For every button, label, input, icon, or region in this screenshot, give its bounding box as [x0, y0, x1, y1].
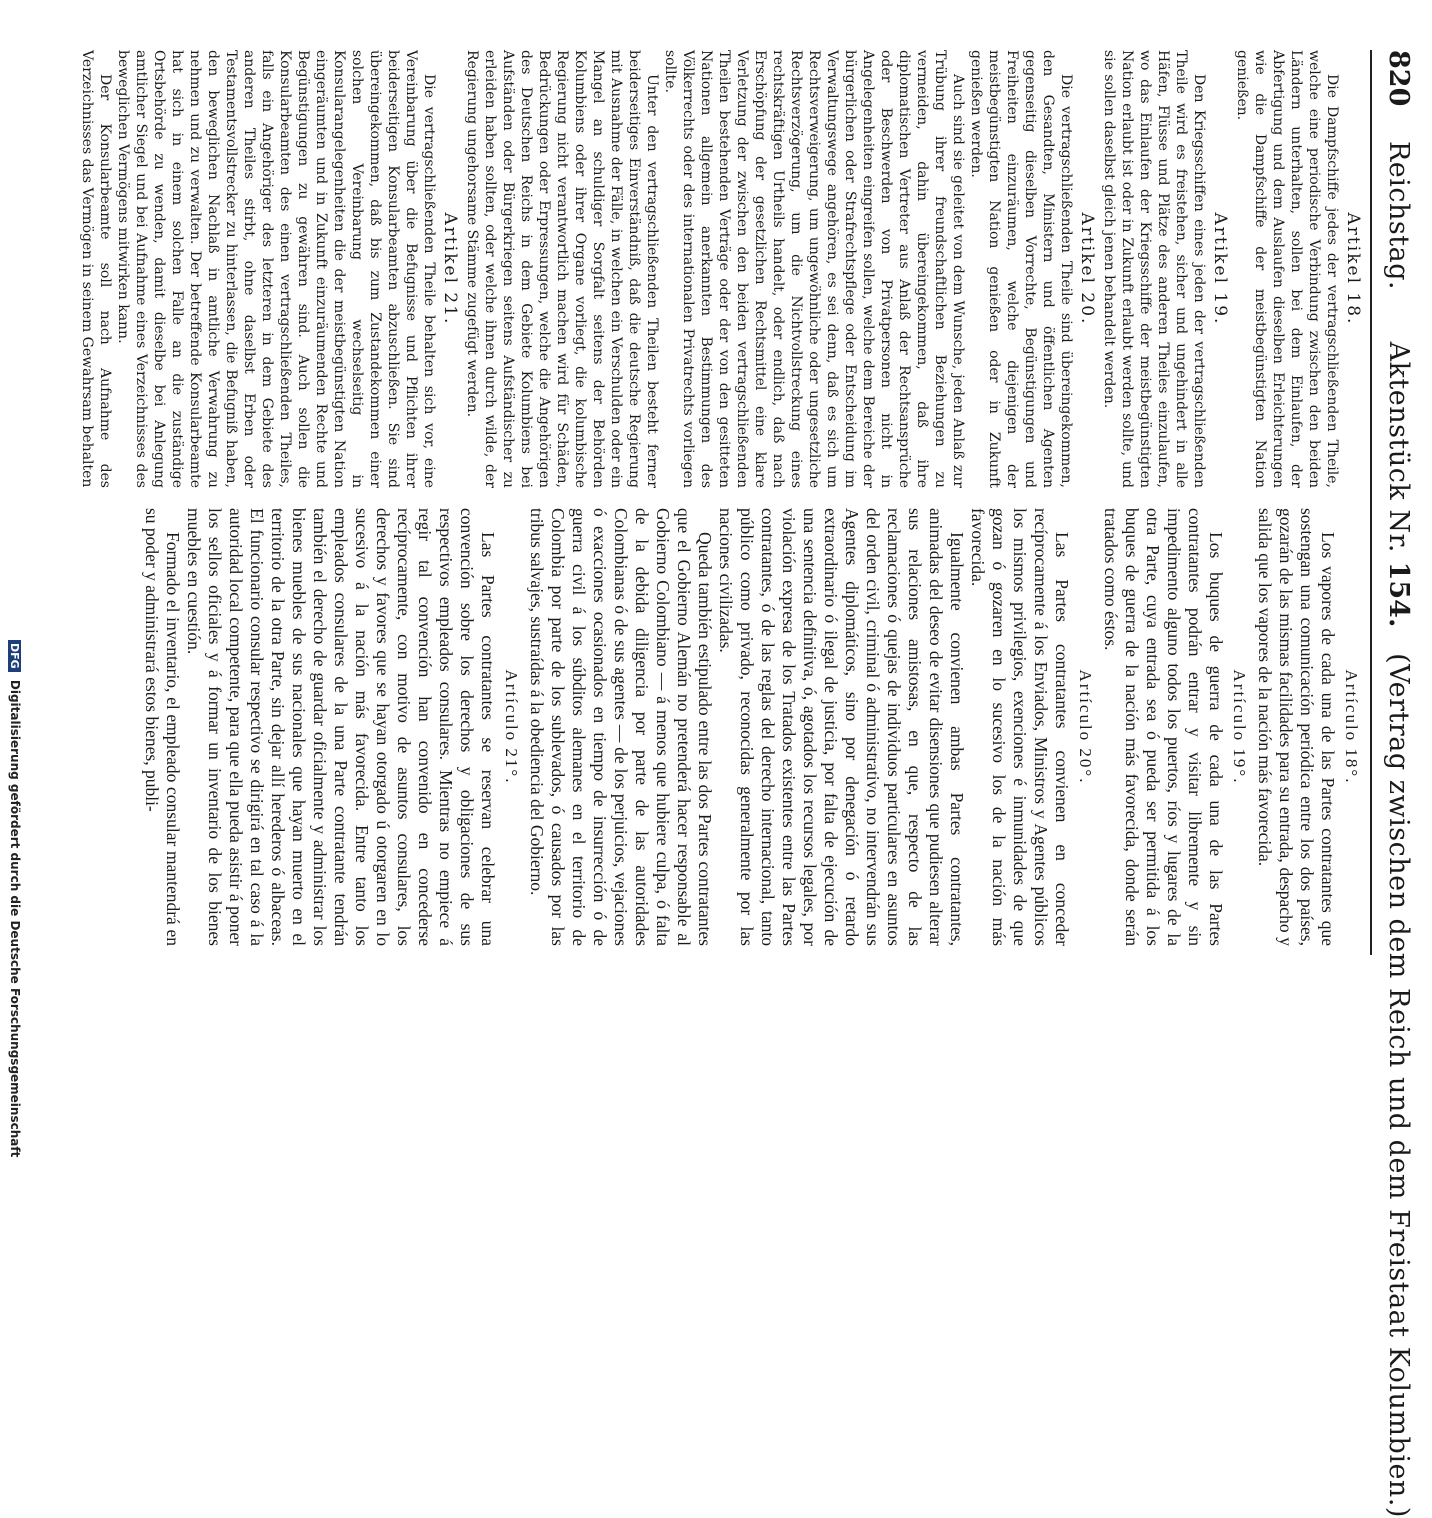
footer-credit	[2, 640, 22, 1158]
article-paragraph: Las Partes contratantes se reservan celebrar una convención sobre los derechos y obligaciones de sus respectivos empleados consulares. Mientras no empiece á regir tal convención han convenido en concederse recíprocamente, con motivo de asuntos consulares, los derechos y favores que se hayan otorgado ú otorgaren en lo sucesivo á la nación más favorecida. Entre tanto los empleados consulares de la una Parte contratante tendrán también el derecho de guardar oficialmente y administrar los bienes muebles de sus nacionales que hayan muerto en el territorio de la otra Parte, sin dejar allí herederos ó albaceas. El funcionario consular respectivo se dirigirá en tal caso á la autoridad local competente, para que ella pueda asistir á poner los sellos oficiales y á formar un inventario de los bienes muebles en cuestión.	[184, 508, 498, 946]
publication-name: Reichstag.	[1383, 140, 1414, 291]
article-paragraph: Auch sind sie geleitet von dem Wunsche, jeden Anlaß zur Trübung ihrer freundschaftlichen Beziehungen zu vermeiden, dahin übereingekommen, daß ihre diplomatischen Vertreter aus Anlaß der Rechtsansprüche oder Beschwerden von Privatpersonen nicht in Angelegenheiten eingreifen sollen, welche dem Bereiche der bürgerlichen oder Strafrechtspflege oder Entscheidung im Verwaltungswege angehören, es sei denn, daß es sich um Rechtsverweigerung, um ungewöhnliche oder ungesetzliche Rechtsverzögerung, um die Nichtvollstreckung eines rechtskräftigen Urtheils handelt, oder endlich, daß nach Erschöpfung der gesetzlichen Rechtsmittel eine klare Verletzung der zwischen den beiden vertragschließenden Theilen bestehenden Verträge oder der von den gesitteten Nationen allgemein anerkannten Bestimmungen des Völkerrechts oder des internationalen Privatrechts vorliegen sollte.	[662, 50, 966, 488]
header-subject: (Vertrag zwischen dem Reich und dem Freistaat Kolumbien.)	[1383, 653, 1414, 1518]
header-rule	[1370, 50, 1372, 955]
article-paragraph: Queda también estipulado entre las dos Partes contratantes que el Gobierno Alemán no pretenderá hacer responsable al Gobierno Colombiano — á menos que hubiere culpa, ó falta de la debida diligencia por parte de las autoridades Colombianas ó de sus agentes — de los perjuicios, vejaciones ó exacciones ocasionados en tiempo de insurrección ó de guerra civil á los súbditos alemanes en el territorio de Colombia por parte de los sublevados, ó causados por las tribus salvajes, sustraídas á la obediencia del Gobierno.	[527, 508, 715, 946]
article-title: Artikel 21.	[440, 212, 460, 326]
footer-credit-text: Digitalisierung gefördert durch die Deutsche Forschungsgemeinschaft	[8, 679, 22, 1158]
article-paragraph: Los buques de guerra de cada una de las Partes contratantes podrán entrar y visitar libremente y sin impedimento alguno todos los puertos, ríos y lugares de la otra Parte, cuya entrada sea ó pueda ser permitida á los buques de guerra de la nación más favorecida, donde serán tratados como éstos.	[1101, 508, 1226, 946]
article-paragraph: Die Dampfschiffe jedes der vertragschließenden Theile, welche eine periodische Verbindung zwischen den beiden Ländern unterhalten, sollen bei dem Einlaufen, der Abfertigung und dem Auslaufen dieselben Erleichterungen wie die Dampfschiffe der meistbegünstigten Nation genießen.	[1234, 50, 1340, 488]
spanish-column	[141, 508, 1366, 946]
article-paragraph: Unter den vertragschließenden Theilen besteht ferner beiderseitiges Einverständniß, daß die deutsche Regierung mit Ausnahme der Fälle, in welchen ein Verschulden oder ein Mangel an schuldiger Sorgfalt seitens der Behörden Kolumbiens oder ihrer Organe vorliegt, die kolumbische Regierung nicht verantwortlich machen wird für Schäden, Bedrückungen oder Erpressungen, welche die Angehörigen des Deutschen Reichs in dem Gebiete Kolumbiens bei Aufständen oder Bürgerkriegen seitens Aufständischer zu erleiden haben sollten, oder welche ihnen durch wilde, der Regierung ungehorsame Stämme zugefügt werden.	[464, 50, 660, 488]
file-label: Aktenstück Nr.	[1383, 341, 1414, 553]
article-paragraph: Die vertragschließenden Theile behalten sich vor, eine Vereinbarung über die Befugnisse und Pflichten ihrer beiderseitigen Konsularbeamten abzuschließen. Sie sind übereingekommen, daß bis zum Zustandekommen einer solchen Vereinbarung wechselseitig in Konsularangelegenheiten die der meistbegünstigten Nation eingeräumten und in Zukunft einzuräumenden Rechte und Begünstigungen zu gewähren sind. Auch sollen die Konsularbeamten des einen vertragschließenden Theiles, falls ein Angehöriger des letzteren in dem Gebiete des anderen Theiles stirbt, ohne daselbst Erben oder Testamentsvollstrecker zu hinterlassen, die Befugniß haben, den beweglichen Nachlaß in amtliche Verwahrung zu nehmen und zu verwalten. Der betreffende Konsularbeamte hat sich in einem solchen Falle an die zuständige Ortsbehörde zu wenden, damit dieselbe bei Anlegung amtlicher Siegel und bei Aufnahme eines Verzeichnisses des beweglichen Vermögens mitwirken kann.	[115, 50, 437, 488]
article-title: Artículo 19°.	[1230, 669, 1249, 785]
article-title: Artikel 19.	[1210, 212, 1230, 326]
file-number: 154.	[1383, 561, 1414, 628]
page-header	[1378, 50, 1418, 1518]
article-paragraph: Der Konsularbeamte soll nach Aufnahme des Verzeichnisses das Vermögen in seinem Gewahrsam behalten	[79, 50, 113, 488]
article-title: Artículo 18°.	[1342, 669, 1361, 785]
german-column	[78, 50, 1366, 488]
article-title: Artikel 18.	[1343, 212, 1363, 326]
article-paragraph: Formado el inventario, el empleado consular mantendrá en su poder y administrará estos bienes, publi-	[142, 508, 183, 946]
article-title: Artículo 20°.	[1076, 669, 1095, 785]
page-number: 820	[1383, 50, 1414, 107]
article-paragraph: Den Kriegsschiffen eines jeden der vertragschließenden Theile wird es freistehen, sicher und ungehindert in alle Häfen, Flüsse und Plätze des anderen Theiles einzulaufen, wo das Einlaufen der Kriegsschiffe der meistbegünstigten Nation erlaubt ist oder in Zukunft erlaubt werden sollte, und sie sollen daselbst gleich jenen behandelt werden.	[1101, 50, 1207, 488]
article-title: Artículo 21°.	[502, 669, 521, 785]
article-paragraph: Die vertragschließenden Theile sind übereingekommen, den Gesandten, Ministern und öffentlichen Agenten gegenseitig dieselben Vorrechte, Begünstigungen und Freiheiten einzuräumen, welche diejenigen der meistbegünstigten Nation genießen oder in Zukunft genießen werden.	[968, 50, 1074, 488]
article-paragraph: Los vapores de cada una de las Partes contratantes que sostengan una comunicación periódica entre los dos países, gozarán de las mismas facilidades para su entrada, despacho y salida que los vapores de la nación más favorecida.	[1255, 508, 1338, 946]
dfg-logo: DFG	[8, 640, 21, 672]
article-paragraph: Igualmente convienen ambas Partes contratantes, animadas del deseo de evitar disensiones que pudiesen alterar sus relaciones amistosas, en que, respecto de las reclamaciones ó quejas de individuos particulares en asuntos del orden civil, criminal ó administrativo, no intervendrán sus Agentes diplomáticos, sino por denegación ó retardo extraordinario ó ilegal de justicia, por falta de ejecución de una sentencia definitiva, ó, agotados los recursos legales, por violación expresa de los Tratados existentes entre las Partes contratantes, ó de las reglas del derecho internacional, tanto público como privado, reconocidas generalmente por las naciones civilizadas.	[716, 508, 967, 946]
article-paragraph: Las Partes contratantes convienen en conceder recíprocamente á los Enviados, Ministros y Agentes públicos los mismos privilegios, exenciones é inmunidades de que gozan ó gozaren en lo sucesivo los de la nación más favorecida.	[968, 508, 1072, 946]
article-title: Artikel 20.	[1077, 212, 1097, 326]
